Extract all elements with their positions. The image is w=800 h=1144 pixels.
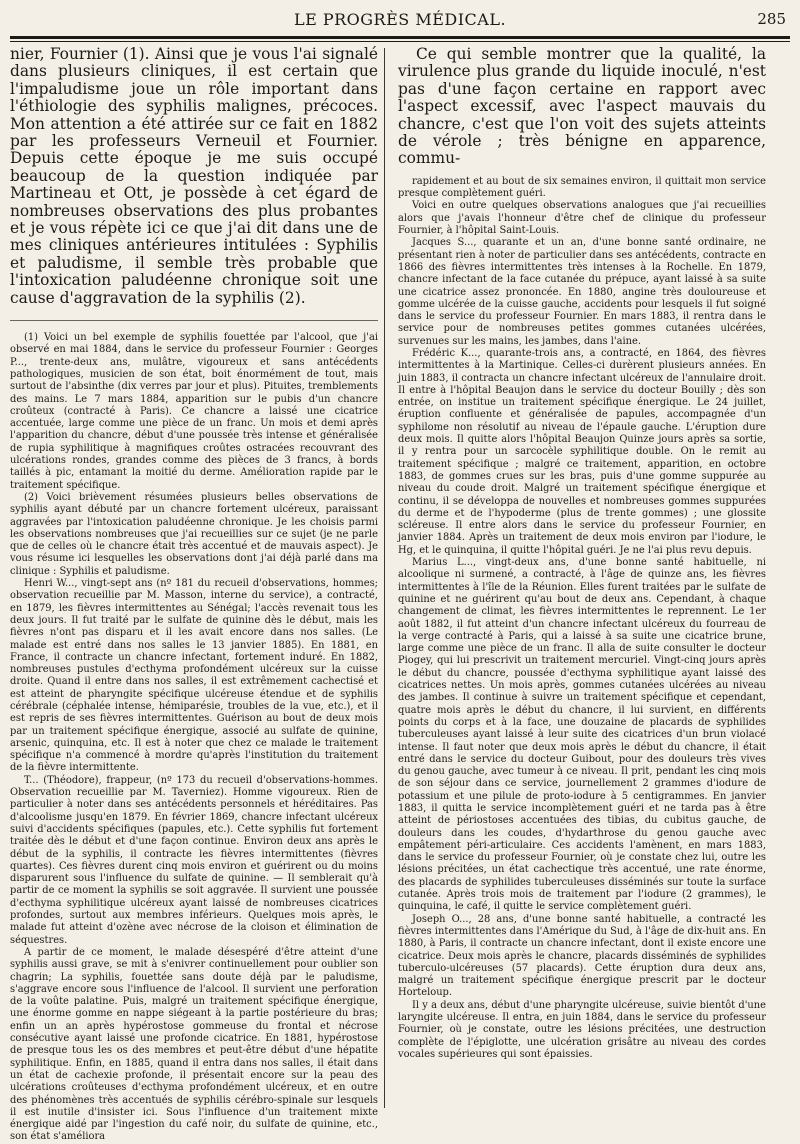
footnote-separator xyxy=(10,320,378,321)
column-divider xyxy=(384,48,385,1108)
observation-marius: Marius L..., vingt-deux ans, d'une bonne santé habituelle, ni alcoolique ni surmené, a contracté, à l'âge de quinze ans, les fièvres intermittentes à l'île de la Réunion. Elles furent traitées par le sulfate de quinine et ne guérirent qu'au bout de deux ans. Cependant, à chaque changement de climat, les fièvres intermittentes le reprennent. Le 1er août 1882, il fut atteint d'un chancre infectant ulcéreux du fourreau de la verge contracté à Paris, qui a laissé à sa suite une cicatrice brune, large comme une pièce de un franc. Il alla de suite consulter le docteur Piogey, qui lui prescrivit un traitement mercuriel. Vingt-cinq jours après le début du chancre, poussée d'ecthyma syphilitique ayant laissé des cicatrices nettes. Un mois après, gommes cutanées ulcérées au niveau des jambes. Il continue à suivre un traitement spécifique et cependant, quatre mois après le début du chancre, il lui survient, en différents points du corps et à la face, une douzaine de placards de syphilides tuberculeuses ayant laissé à leur suite des cicatrices d'un brun violacé intense. Il faut noter que deux mois après le début du chancre, il était entré dans le service du docteur Guibout, pour des douleurs très vives du genou gauche, avec tumeur à ce niveau. Il prit, pendant les cinq mois de son séjour dans ce service, journellement 2 grammes d'iodure de potassium et une pilule de proto-iodure à 5 centigrammes. En janvier 1883, il quitta le service incomplètement guéri et ne tarda pas à être atteint de périostoses accentuées des tibias, du cubitus gauche, de douleurs dans les coudes, d'hydarthrose du genou gauche avec empâtement péri-articulaire. Ces accidents l'amènent, en mars 1883, dans le service du professeur Fournier, où je constate chez lui, outre les lésions précitées, un état cachectique très accentué, une rate énorme, des placards de syphilides tuberculeuses disséminés sur toute la surface cutanée. Après trois mois de traitement par l'iodure (2 grammes), le quinquina, le café, il quitte le service complètement guéri. xyxy=(398,557,766,913)
footnote-1: (1) Voici un bel exemple de syphilis fouettée par l'alcool, que j'ai observé en mai 1884, dans le service du professeur Fournier : Georges P..., trente-deux ans, mulâtre, vigoureux et sans antécédents pathologiques, musicien de son état, boit énormément de tout, mais surtout de l'absinthe (dix verres par jour et plus). Pituites, tremblements des mains. Le 7 mars 1884, apparition sur le pubis d'un chancre croûteux (contracté à Paris). Ce chancre a laissé une cicatrice accentuée, large comme une pièce de un franc. Un mois et demi après l'apparition du chancre, début d'une poussée très intense et généralisée de rupia syphilitique à magnifiques croûtes ostracées recouvrant des ulcérations rondes, grandes comme des pièces de 3 francs, à bords taillés à pic, entamant la moitié du derme. Amélioration rapide par le traitement spécifique. xyxy=(10,332,378,491)
page-header xyxy=(10,10,790,36)
observation-joseph: Joseph O..., 28 ans, d'une bonne santé habituelle, a contracté les fièvres intermittentes dans l'Amérique du Sud, à l'âge de dix-huit ans. En 1880, à Paris, il contracte un chancre infectant, dont il existe encore une cicatrice. Deux mois après le chancre, placards disséminés de syphilides tuberculo-ulcéreuses (57 placards). Cette éruption dura deux ans, malgré un traitement spécifique énergique prescrit par le docteur Horteloup. xyxy=(398,913,766,999)
observation-henri: Henri W..., vingt-sept ans (nº 181 du recueil d'observations, hommes; observation recueillie par M. Masson, interne du service), a contracté, en 1879, les fièvres intermittentes au Sénégal; l'accès revenait tous les deux jours. Il fut traité par le sulfate de quinine dès le début, mais les fièvres n'ont pas disparu et il les avait encore dans nos salles. (Le malade est entré dans nos salles le 13 janvier 1885). En 1881, en France, il contracte un chancre infectant, fortement induré. En 1882, nombreuses pustules d'ecthyma profondément ulcéreux sur la cuisse droite. Quand il entre dans nos salles, il est extrêmement cachectisé et est atteint de pharyngite spécifique ulcéreuse étendue et de syphilis cérébrale (céphalée intense, hémiparésie, troubles de la vue, etc.), et il est repris de ses fièvres intermittentes. Guérison au bout de deux mois par un traitement spécifique énergique, associé au sulfate de quinine, arsenic, quinquina, etc. Il est à noter que chez ce malade le traitement spécifique n'a commencé à mordre qu'après l'institution du traitement de la fièvre intermittente. xyxy=(10,578,378,774)
observation-frederic: Frédéric K..., quarante-trois ans, a contracté, en 1864, des fièvres intermittentes à la Martinique. Celles-ci durèrent plusieurs années. En juin 1883, il contracta un chancre infectant ulcéreux de l'annulaire droit. Il entre à l'hôpital Beaujon dans le service du docteur Bouilly ; dès son entrée, on institue un traitement spécifique énergique. Le 24 juillet, éruption confluente et généralisée de papules, accompagnée d'un syphilome non résolutif au niveau de l'épaule gauche. L'éruption dure deux mois. Il quitte alors l'hôpital Beaujon Quinze jours après sa sortie, il y rentra pour un sarcocèle syphilitique double. On le remit au traitement spécifique ; malgré ce traitement, apparition, en octobre 1883, de gommes crues sur les bras, puis d'une gomme suppurée au niveau du coude droit. Malgré un traitement spécifique énergique et continu, il se développa de nouvelles et nombreuses gommes suppurées du derme et de l'hypoderme (plus de trente gommes) ; une glossite scléreuse. Il entre alors dans le service du professeur Fournier, en janvier 1884. Après un traitement de deux mois environ par l'iodure, le Hg, et le quinquina, il quitte l'hôpital guéri. Je ne l'ai plus revu depuis. xyxy=(398,348,766,556)
note-continuation: rapidement et au bout de six semaines environ, il quittait mon service presque complètement guéri. xyxy=(398,175,766,200)
observation-theodore-cont: A partir de ce moment, le malade désespéré d'être atteint d'une syphilis aussi grave, se mit à s'enivrer continuellement pour oublier son chagrin; La syphilis, fouettée sans doute déjà par le paludisme, s'aggrave encore sous l'influence de l'alcool. Il survient une perforation de la voûte palatine. Puis, malgré un traitement spécifique énergique, une énorme gomme en nappe siégeant à la partie postérieure du bras; enfin un an après hypérostose gommeuse du frontal et nécrose consécutive ayant laissé une profonde cicatrice. En 1881, hypérostose de presque tous les os des membres et peut-être début d'une hépatite syphilitique. Enfin, en 1885, quand il entra dans nos salles, il était dans un état de cachexie profonde, il présentait encore sur la peau des ulcérations croûteuses d'ecthyma profondément ulcéreux, et en outre des phénomènes très accentués de syphilis cérébro-spinale sur lesquels il est inutile d'insister ici. Sous l'influence d'un traitement mixte énergique aidé par l'ingestion du café noir, du sulfate de quinine, etc., son état s'améliora xyxy=(10,946,378,1143)
right-column xyxy=(398,46,766,1110)
note-intro: Voici en outre quelques observations analogues que j'ai recueillies alors que j'avais l'honneur d'être chef de clinique du professeur Fournier, à l'hôpital Saint-Louis. xyxy=(398,200,766,237)
header-rule-thick xyxy=(10,36,790,39)
spacer xyxy=(398,168,766,176)
observation-jacques: Jacques S..., quarante et un an, d'une bonne santé ordinaire, ne présentant rien à noter de particulier dans ses antécédents, contracte en 1866 des fièvres intermittentes très intenses à la Rochelle. En 1879, chancre infectant de la face cutanée du prépuce, ayant laissé à sa suite une cicatrice assez prononcée. En 1880, angine très douloureuse et gomme ulcérée de la cuisse gauche, accidents pour lesquels il fut soigné dans le service du professeur Fournier. En mars 1883, il rentra dans le service pour de nombreuses petites gommes cutanées ulcérées, survenues sur les mains, les jambes, dans l'aine. xyxy=(398,237,766,347)
header-rule-thin xyxy=(10,41,790,42)
left-main-paragraph: nier, Fournier (1). Ainsi que je vous l'ai signalé dans plusieurs cliniques, il est certain que l'impaludisme joue un rôle important dans l'éthiologie des syphilis malignes, précoces. Mon attention a été attirée sur ce fait en 1882 par les professeurs Verneuil et Fournier. Depuis cette époque je me suis occupé beaucoup de la question indiquée par Martineau et Ott, je possède à cet égard de nombreuses observations des plus probantes et je vous répète ici ce que j'ai dit dans une de mes cliniques antérieures intitulées : Syphilis et paludisme, il semble très probable que l'intoxication paludéenne chronique soit une cause d'aggravation de la syphilis (2). xyxy=(10,45,378,307)
footnote-2: (2) Voici brièvement résumées plusieurs belles observations de syphilis ayant débuté par un chancre fortement ulcéreux, paraissant aggravées par l'intoxication paludéenne chronique. Je les choisis parmi les observations nombreuses que j'ai recueillies sur ce sujet (je ne parle que de celles où le chancre était très accentué et de mauvais aspect). Je vous résume ici lesquelles les observations dont j'ai déjà parlé dans ma clinique : Syphilis et paludisme. xyxy=(10,491,378,577)
observation-theodore: T... (Théodore), frappeur, (nº 173 du recueil d'observations-hommes. Observation recueillie par M. Taverniez). Homme vigoureux. Rien de particulier à noter dans ses antécédents personnels et héréditaires. Pas d'alcoolisme jusqu'en 1879. En février 1869, chancre infectant ulcéreux suivi d'accidents spécifiques (papules, etc.). Cette syphilis fut fortement traitée dès le début et d'une façon continue. Environ deux ans après le début de la syphilis, il contracte les fièvres intermittentes (fièvres quartes). Ces fièvres durent cinq mois environ et guérirent ou du moins disparurent sous l'influence du sulfate de quinine. — Il semblerait qu'à partir de ce moment la syphilis se soit aggravée. Il survient une poussée d'ecthyma syphilitique ulcéreux ayant laissé de nombreuses cicatrices profondes, surtout aux membres inférieurs. Quelques mois après, le malade fut atteint d'ozène avec nécrose de la cloison et élimination de séquestres. xyxy=(10,774,378,946)
right-main-paragraph: Ce qui semble montrer que la qualité, la virulence plus grande du liquide inoculé, n'est pas d'une façon certaine en rapport avec l'aspect excessif, avec l'aspect mauvais du chancre, c'est que l'on voit des sujets atteints de vérole ; très bénigne en apparence, commu- xyxy=(398,45,766,168)
observation-joseph-cont: Il y a deux ans, début d'une pharyngite ulcéreuse, suivie bientôt d'une laryngite ulcéreuse. Il entra, en juin 1884, dans le service du professeur Fournier, où je constate, outre les lésions précitées, une destruction complète de l'épiglotte, une ulcération grisâtre au niveau des cordes vocales supérieures qui sont épaissies. xyxy=(398,999,766,1060)
page-number: 285 xyxy=(757,10,786,28)
left-column xyxy=(10,45,378,1143)
journal-title: LE PROGRÈS MÉDICAL. xyxy=(293,10,507,29)
